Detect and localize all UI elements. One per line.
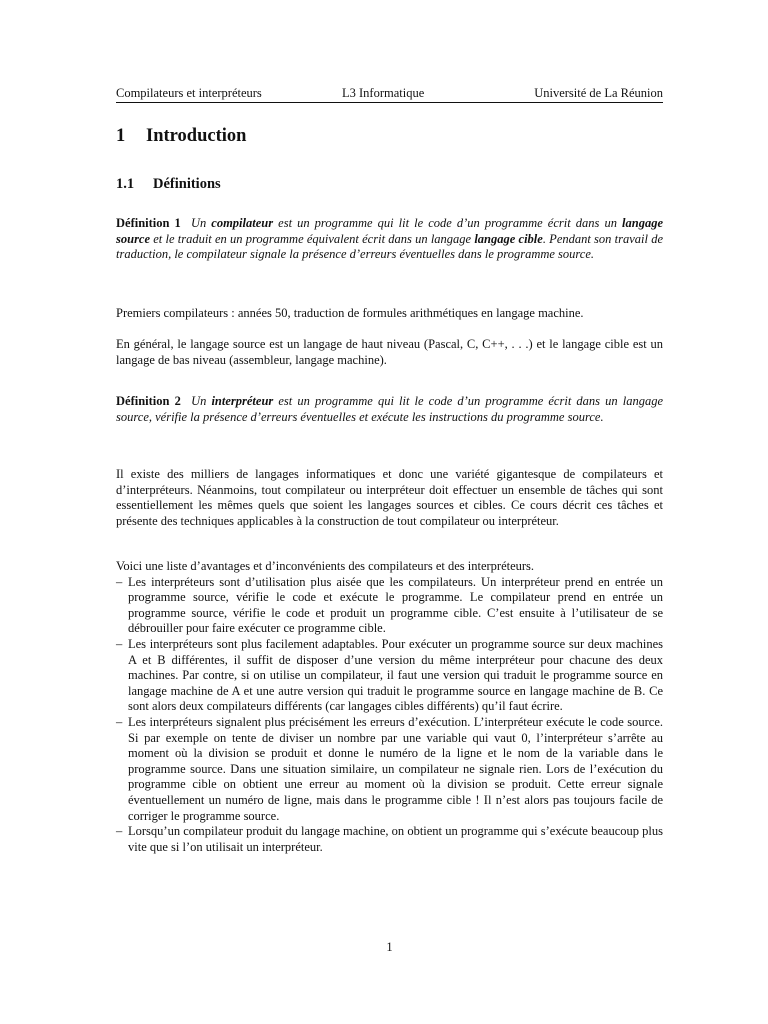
definition-1 xyxy=(116,216,663,263)
paragraph-source-target xyxy=(116,337,663,368)
list-item: – Lorsqu’un compilateur produit du langage machine, on obtient un programme qui s’exécute beaucoup plus vite que si l’on utilisait un interpréteur. xyxy=(116,824,663,855)
header-university: Université de La Réunion xyxy=(534,86,663,100)
paragraph-text: Il existe des milliers de langages informatiques et donc une variété gigantesque de compilateurs et d’interpréteurs. Néanmoins, tout compilateur ou interpréteur doit effectuer un ensemble de tâches qui sont essentiellement les mêmes quels que soient les langages sources et cibles. Ce cours décrit ces tâches et présente des techniques applicables à la construction de tout compilateur ou interpréteur. xyxy=(116,467,663,528)
pros-cons-list xyxy=(116,575,663,856)
definition-2 xyxy=(116,394,663,425)
header-level: L3 Informatique xyxy=(342,86,425,100)
definition-1-text: et le traduit en un programme équivalent écrit dans un langage xyxy=(150,231,475,246)
term-langage-source: langage source xyxy=(116,216,663,246)
paragraph-text: Premiers compilateurs : années 50, traduction de formules arithmétiques en langage machine. xyxy=(116,306,584,320)
term-interpreteur: interpréteur xyxy=(211,394,274,408)
term-langage-cible: langage cible xyxy=(474,231,543,246)
section-title: Introduction xyxy=(146,126,247,146)
paragraph-text: En général, le langage source est un langage de haut niveau (Pascal, C, C++, . . .) et le langage cible est un langage de bas niveau (assembleur, langage machine). xyxy=(116,337,663,367)
page-number: 1 xyxy=(386,940,393,954)
subsection-number: 1.1 xyxy=(116,176,135,192)
header-rule xyxy=(116,102,663,103)
header-course-title: Compilateurs et interpréteurs xyxy=(116,86,262,100)
section-number: 1 xyxy=(116,126,126,146)
subsection-heading xyxy=(116,176,221,193)
definition-1-label: Définition 1 xyxy=(116,216,181,230)
list-item: – Les interpréteurs signalent plus précisément les erreurs d’exécution. L’interpréteur exécute le code source. Si par exemple on tente de diviser un nombre par une variable qui vaut 0, l’interpréteur s’arrête au moment où la division se produit et donne le numéro de la ligne et le nom de la variable dans le programme source. Dans une situation similaire, un compilateur ne signale rien. Lors de l’exécution du programme cible on obtient une erreur au moment où la division se produit. Cette erreur signale éventuellement un numéro de ligne, mais dans le programme cible ! Il n’est alors pas toujours facile de corriger le programme source. xyxy=(116,715,663,824)
definition-1-text: est un programme qui lit le code d’un programme écrit dans un xyxy=(273,216,623,230)
section-heading xyxy=(116,126,246,147)
paragraph-first-compilers xyxy=(116,306,663,322)
subsection-title: Définitions xyxy=(153,176,221,192)
term-compilateur: compilateur xyxy=(211,216,274,230)
definition-2-label: Définition 2 xyxy=(116,394,181,408)
definition-1-text: Un xyxy=(190,216,212,230)
list-item: – Les interpréteurs sont d’utilisation plus aisée que les compilateurs. Un interpréteur prend en entrée un programme source, vérifie le code et exécute le programme. Le compilateur prend en entrée un programme source, vérifie le code et produit un programme cible. C’est ensuite à l’utilisateur de se débrouiller pour faire exécuter ce programme cible. xyxy=(116,575,663,637)
list-intro: Voici une liste d’avantages et d’inconvénients des compilateurs et des interpréteurs. xyxy=(116,559,535,573)
definition-1-text: . Pendant son travail de traduction, le compilateur signale la présence d’erreurs éventuelles dans le programme source. xyxy=(116,231,664,262)
pros-cons-list-block xyxy=(116,559,663,855)
list-item: – Les interpréteurs sont plus facilement adaptables. Pour exécuter un programme source sur deux machines A et B différentes, il suffit de disposer d’une version du même interpréteur pour chacune des deux machines. Par contre, si on utilise un compilateur, il faut une version qui traduit le programme source en langage machine de A et une autre version qui traduit le programme source en langage machine de B. Ce sont alors deux compilateurs différents (car langages cibles différents) qu’il faut écrire. xyxy=(116,637,663,715)
definition-2-text: est un programme qui lit le code d’un programme écrit dans un langage source, vérifie la présence d’erreurs éventuelles et exécute les instructions du programme source. xyxy=(116,394,663,424)
definition-2-text: Un xyxy=(191,394,212,408)
paragraph-languages xyxy=(116,467,663,529)
